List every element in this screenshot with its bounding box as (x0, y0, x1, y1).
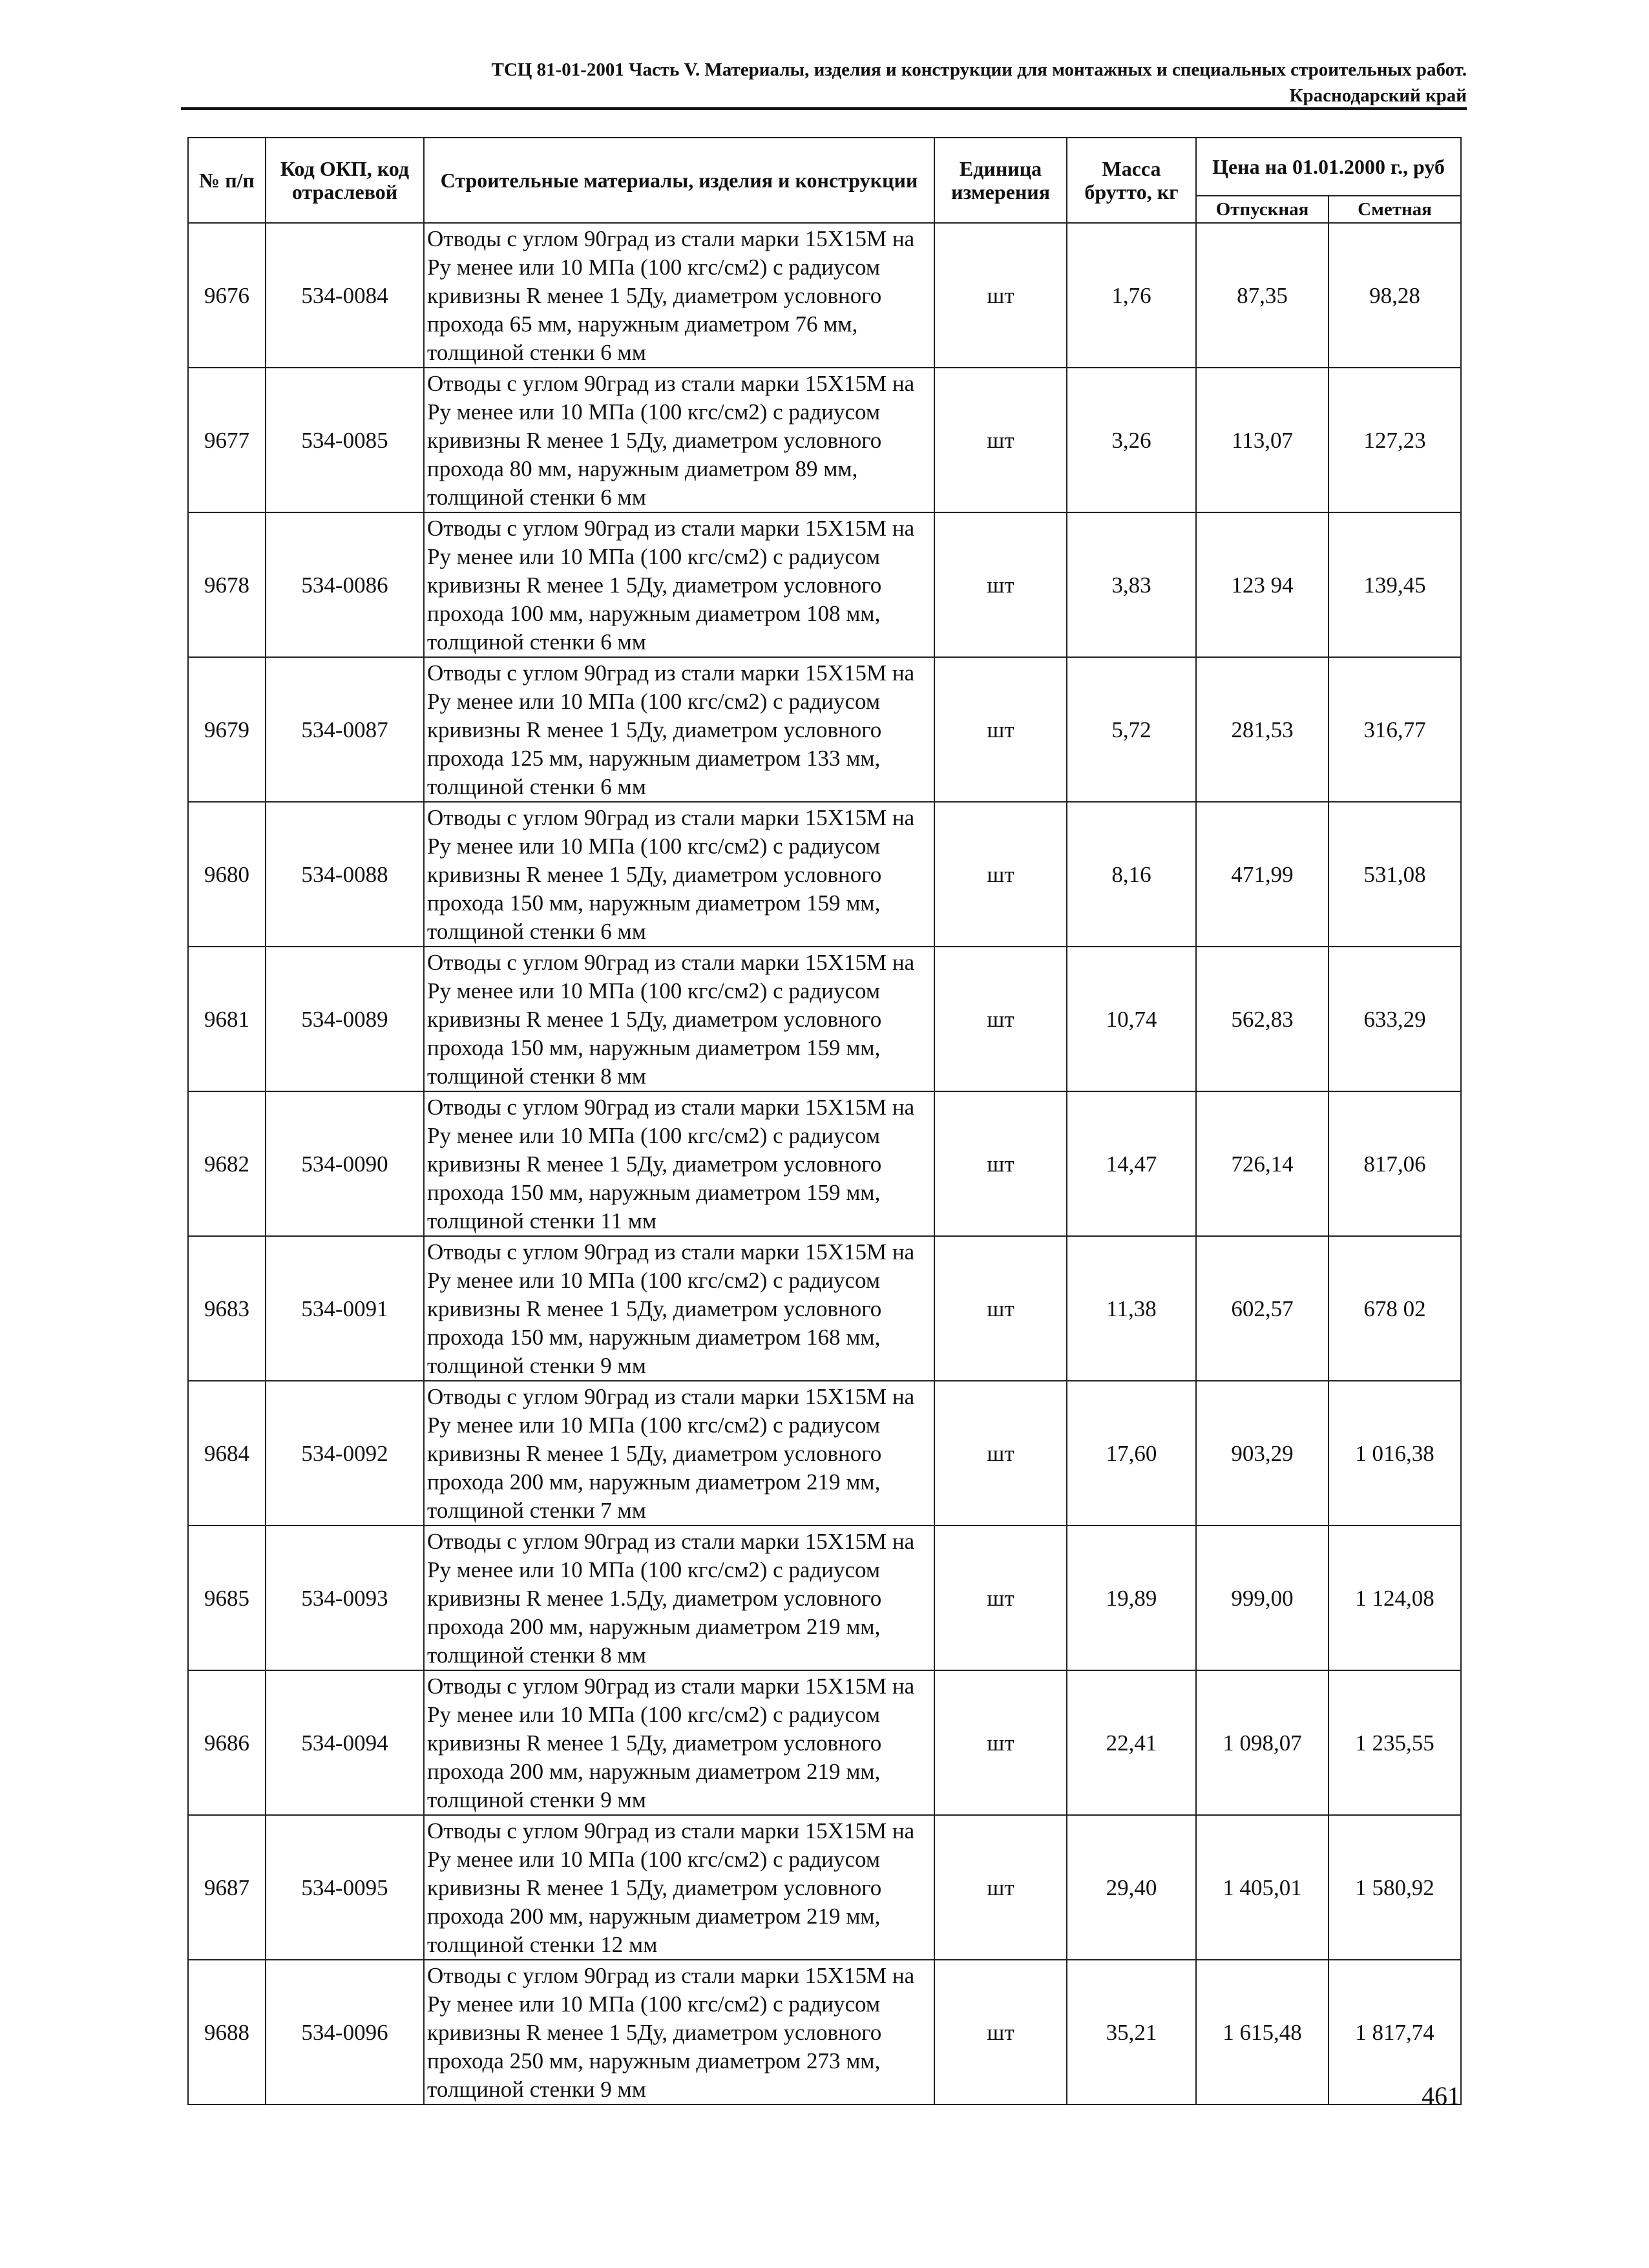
row-price-release: 999,00 (1196, 1526, 1329, 1670)
table-row (188, 368, 1461, 512)
row-unit: шт (934, 802, 1067, 947)
row-price-release: 87,35 (1196, 223, 1329, 368)
row-mass: 14,47 (1067, 1091, 1196, 1236)
row-price-release: 602,57 (1196, 1236, 1329, 1381)
row-code: 534-0090 (266, 1091, 424, 1236)
row-price-estimate: 316,77 (1329, 657, 1461, 802)
row-number: 9678 (188, 512, 266, 657)
row-price-estimate: 678 02 (1329, 1236, 1461, 1381)
table-row (188, 1526, 1461, 1670)
row-code: 534-0086 (266, 512, 424, 657)
row-mass: 11,38 (1067, 1236, 1196, 1381)
row-description: Отводы с углом 90град из стали марки 15Х15М на Ру менее или 10 МПа (100 кгс/см2) с радиусом кривизны R менее 1 5Ду, диаметром условного прохода 150 мм, наружным диаметром 159 мм, толщиной стенки 8 мм (424, 947, 934, 1091)
header-rule (181, 107, 1467, 110)
table-row (188, 947, 1461, 1091)
row-description: Отводы с углом 90град из стали марки 15Х15М на Ру менее или 10 МПа (100 кгс/см2) с радиусом кривизны R менее 1 5Ду, диаметром условного прохода 150 мм, наружным диаметром 168 мм, толщиной стенки 9 мм (424, 1236, 934, 1381)
row-price-estimate: 1 817,74 (1329, 1960, 1461, 2105)
row-number: 9680 (188, 802, 266, 947)
table-row (188, 802, 1461, 947)
row-unit: шт (934, 223, 1067, 368)
row-unit: шт (934, 512, 1067, 657)
table-row (188, 1960, 1461, 2105)
row-price-release: 1 615,48 (1196, 1960, 1329, 2105)
row-unit: шт (934, 657, 1067, 802)
page-header (181, 57, 1467, 109)
row-price-release: 562,83 (1196, 947, 1329, 1091)
row-description: Отводы с углом 90град из стали марки 15Х15М на Ру менее или 10 МПа (100 кгс/см2) с радиусом кривизны R менее 1 5Ду, диаметром условного прохода 65 мм, наружным диаметром 76 мм, толщиной стенки 6 мм (424, 223, 934, 368)
row-mass: 1,76 (1067, 223, 1196, 368)
row-description: Отводы с углом 90град из стали марки 15Х15М на Ру менее или 10 МПа (100 кгс/см2) с радиусом кривизны R менее 1 5Ду, диаметром условного прохода 100 мм, наружным диаметром 108 мм, толщиной стенки 6 мм (424, 512, 934, 657)
row-mass: 29,40 (1067, 1815, 1196, 1960)
row-description: Отводы с углом 90град из стали марки 15Х15М на Ру менее или 10 МПа (100 кгс/см2) с радиусом кривизны R менее 1.5Ду, диаметром условного прохода 200 мм, наружным диаметром 219 мм, толщиной стенки 8 мм (424, 1526, 934, 1670)
row-mass: 3,83 (1067, 512, 1196, 657)
row-unit: шт (934, 1236, 1067, 1381)
row-code: 534-0094 (266, 1670, 424, 1815)
row-number: 9682 (188, 1091, 266, 1236)
row-number: 9688 (188, 1960, 266, 2105)
table-row (188, 1815, 1461, 1960)
row-price-estimate: 531,08 (1329, 802, 1461, 947)
row-number: 9684 (188, 1381, 266, 1526)
row-price-estimate: 817,06 (1329, 1091, 1461, 1236)
row-unit: шт (934, 1815, 1067, 1960)
col-header-name: Строительные материалы, изделия и конструкции (424, 138, 934, 223)
row-price-estimate: 633,29 (1329, 947, 1461, 1091)
row-unit: шт (934, 1670, 1067, 1815)
row-number: 9687 (188, 1815, 266, 1960)
row-price-release: 113,07 (1196, 368, 1329, 512)
page-number: 461 (1422, 2081, 1460, 2110)
row-price-release: 726,14 (1196, 1091, 1329, 1236)
row-mass: 8,16 (1067, 802, 1196, 947)
row-price-release: 1 098,07 (1196, 1670, 1329, 1815)
row-code: 534-0088 (266, 802, 424, 947)
row-code: 534-0096 (266, 1960, 424, 2105)
row-mass: 17,60 (1067, 1381, 1196, 1526)
row-code: 534-0089 (266, 947, 424, 1091)
row-unit: шт (934, 1960, 1067, 2105)
table-row (188, 657, 1461, 802)
header-title: ТСЦ 81-01-2001 Часть V. Материалы, изделия и конструкции для монтажных и специальных строительных работ. (491, 59, 1467, 80)
row-unit: шт (934, 1381, 1067, 1526)
row-code: 534-0092 (266, 1381, 424, 1526)
header-region: Краснодарский край (1289, 85, 1467, 106)
row-number: 9677 (188, 368, 266, 512)
table-row (188, 1236, 1461, 1381)
row-description: Отводы с углом 90град из стали марки 15Х15М на Ру менее или 10 МПа (100 кгс/см2) с радиусом кривизны R менее 1 5Ду, диаметром условного прохода 150 мм, наружным диаметром 159 мм, толщиной стенки 6 мм (424, 802, 934, 947)
row-price-estimate: 1 235,55 (1329, 1670, 1461, 1815)
row-description: Отводы с углом 90град из стали марки 15Х15М на Ру менее или 10 МПа (100 кгс/см2) с радиусом кривизны R менее 1 5Ду, диаметром условного прохода 125 мм, наружным диаметром 133 мм, толщиной стенки 6 мм (424, 657, 934, 802)
table-row (188, 1381, 1461, 1526)
row-code: 534-0085 (266, 368, 424, 512)
row-code: 534-0091 (266, 1236, 424, 1381)
col-header-price-estimate: Сметная (1329, 196, 1461, 223)
table-row (188, 223, 1461, 368)
row-number: 9676 (188, 223, 266, 368)
row-unit: шт (934, 947, 1067, 1091)
row-number: 9686 (188, 1670, 266, 1815)
table-row (188, 1670, 1461, 1815)
row-price-estimate: 98,28 (1329, 223, 1461, 368)
row-number: 9685 (188, 1526, 266, 1670)
col-header-price: Цена на 01.01.2000 г., руб (1196, 138, 1461, 196)
row-number: 9683 (188, 1236, 266, 1381)
row-code: 534-0095 (266, 1815, 424, 1960)
col-header-num: № п/п (188, 138, 266, 223)
row-mass: 5,72 (1067, 657, 1196, 802)
row-unit: шт (934, 368, 1067, 512)
row-description: Отводы с углом 90град из стали марки 15Х15М на Ру менее или 10 МПа (100 кгс/см2) с радиусом кривизны R менее 1 5Ду, диаметром условного прохода 80 мм, наружным диаметром 89 мм, толщиной стенки 6 мм (424, 368, 934, 512)
row-price-release: 123 94 (1196, 512, 1329, 657)
row-price-estimate: 127,23 (1329, 368, 1461, 512)
row-code: 534-0087 (266, 657, 424, 802)
row-price-estimate: 1 016,38 (1329, 1381, 1461, 1526)
table-row (188, 512, 1461, 657)
row-code: 534-0084 (266, 223, 424, 368)
row-price-release: 281,53 (1196, 657, 1329, 802)
row-price-release: 903,29 (1196, 1381, 1329, 1526)
row-price-release: 1 405,01 (1196, 1815, 1329, 1960)
row-number: 9681 (188, 947, 266, 1091)
row-price-estimate: 1 580,92 (1329, 1815, 1461, 1960)
row-price-estimate: 1 124,08 (1329, 1526, 1461, 1670)
row-mass: 10,74 (1067, 947, 1196, 1091)
row-description: Отводы с углом 90град из стали марки 15Х15М на Ру менее или 10 МПа (100 кгс/см2) с радиусом кривизны R менее 1 5Ду, диаметром условного прохода 250 мм, наружным диаметром 273 мм, толщиной стенки 9 мм (424, 1960, 934, 2105)
row-unit: шт (934, 1091, 1067, 1236)
col-header-mass: Масса брутто, кг (1067, 138, 1196, 223)
row-mass: 3,26 (1067, 368, 1196, 512)
row-description: Отводы с углом 90град из стали марки 15Х15М на Ру менее или 10 МПа (100 кгс/см2) с радиусом кривизны R менее 1 5Ду, диаметром условного прохода 200 мм, наружным диаметром 219 мм, толщиной стенки 7 мм (424, 1381, 934, 1526)
row-code: 534-0093 (266, 1526, 424, 1670)
price-table (187, 137, 1462, 2105)
row-mass: 19,89 (1067, 1526, 1196, 1670)
table-row (188, 1091, 1461, 1236)
row-unit: шт (934, 1526, 1067, 1670)
col-header-unit: Единица измерения (934, 138, 1067, 223)
row-price-release: 471,99 (1196, 802, 1329, 947)
col-header-code: Код ОКП, код отраслевой (266, 138, 424, 223)
row-mass: 35,21 (1067, 1960, 1196, 2105)
row-description: Отводы с углом 90град из стали марки 15Х15М на Ру менее или 10 МПа (100 кгс/см2) с радиусом кривизны R менее 1 5Ду, диаметром условного прохода 200 мм, наружным диаметром 219 мм, толщиной стенки 12 мм (424, 1815, 934, 1960)
row-mass: 22,41 (1067, 1670, 1196, 1815)
row-description: Отводы с углом 90град из стали марки 15Х15М на Ру менее или 10 МПа (100 кгс/см2) с радиусом кривизны R менее 1 5Ду, диаметром условного прохода 200 мм, наружным диаметром 219 мм, толщиной стенки 9 мм (424, 1670, 934, 1815)
row-number: 9679 (188, 657, 266, 802)
row-description: Отводы с углом 90град из стали марки 15Х15М на Ру менее или 10 МПа (100 кгс/см2) с радиусом кривизны R менее 1 5Ду, диаметром условного прохода 150 мм, наружным диаметром 159 мм, толщиной стенки 11 мм (424, 1091, 934, 1236)
row-price-estimate: 139,45 (1329, 512, 1461, 657)
col-header-price-release: Отпускная (1196, 196, 1329, 223)
